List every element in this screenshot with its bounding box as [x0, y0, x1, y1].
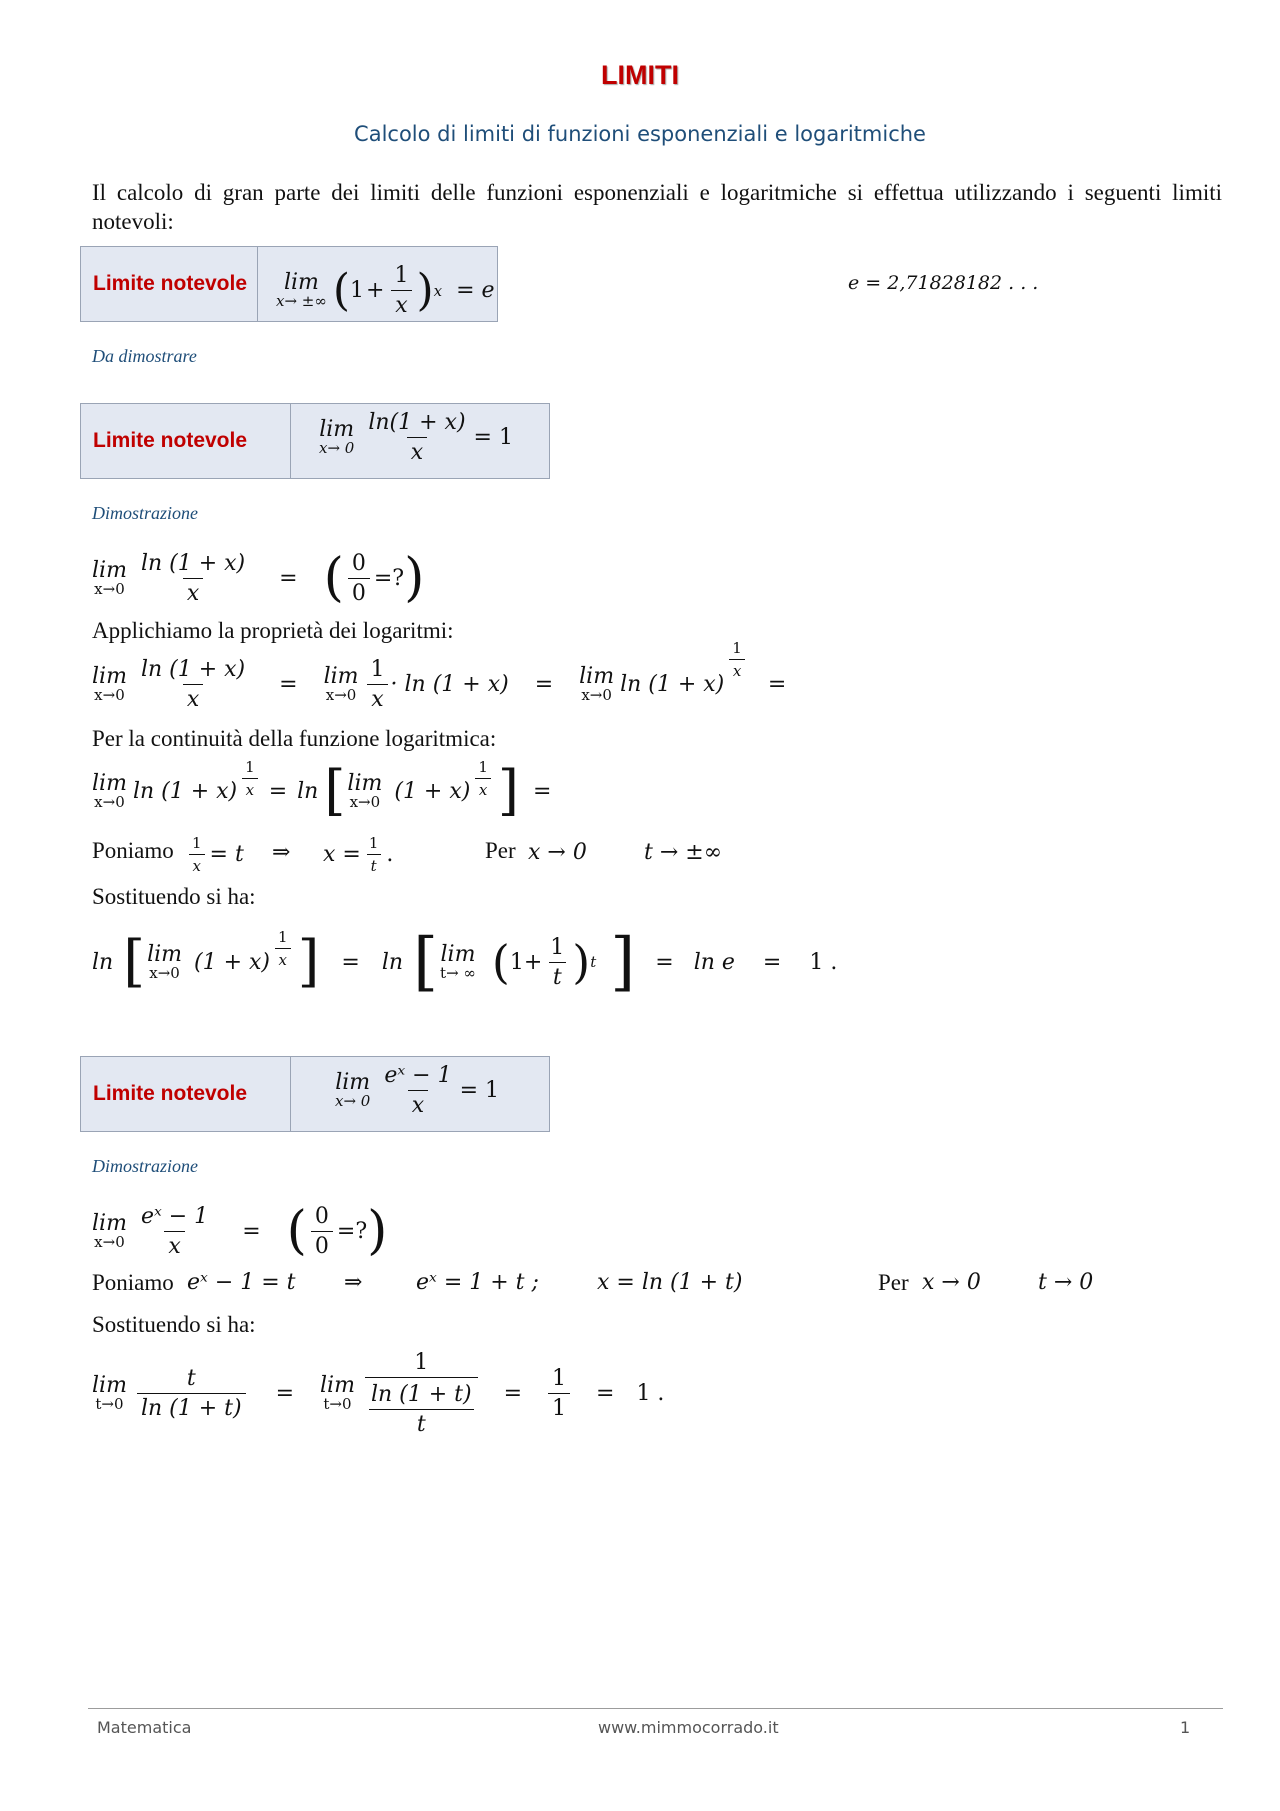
- proof2-step2: lim t→0 $\frac{t}{\ln (1 + t)}$ = lim t→0 1 ln (1 + t) t = $\frac{1}{1}$ = 1 .: [92, 1350, 665, 1437]
- proof1-step3: lim x→0 ln (1 + x) $\frac{1}{x}$ = ln [ lim x→0 (1 + x) $\frac{1}{x}$ ] =: [92, 758, 552, 822]
- page-subtitle: Calcolo di limiti di funzioni esponenziali e logaritmiche: [354, 122, 926, 146]
- proof1-step4: ln [ lim x→0 (1 + x) $\frac{1}{x}$ ] = ln [ lim t→ ∞ ( 1 + $\frac{1}{t}$ ) t ] = ln e = 1 .: [92, 925, 838, 999]
- text-substitution: Sostituendo si ha:: [92, 884, 256, 909]
- notable-limit-label: Limite notevole: [81, 404, 291, 478]
- footer-divider: [88, 1708, 1223, 1709]
- proof1-substitution: Poniamo $\frac{1}{x}$ = t ⇒ x = $\frac{1}{t}$ . Per x → 0 t → ±∞: [92, 834, 723, 875]
- text-substitution-2: Sostituendo si ha:: [92, 1312, 256, 1337]
- proof2-substitution: Poniamo eˣ − 1 = t ⇒ eˣ = 1 + t ; x = ln (1 + t) Per x → 0 t → 0: [92, 1270, 1094, 1295]
- notable-limit-box-2: [80, 403, 550, 479]
- footer-website: www.mimmocorrado.it: [598, 1718, 779, 1737]
- euler-number-note: e = 2,71828182 . . .: [848, 272, 1039, 294]
- proof1-step2: lim x→0 $\frac{\ln (1 + x)}{x}$ = lim x→0 $\frac{1}{x}$ · ln (1 + x) = lim x→0 ln (1 + x) $\frac{1}{x}$ =: [92, 639, 787, 712]
- proof2-step1: lim x→0 $\frac{\text{eˣ − 1}}{x}$ = ( $\frac{0}{0}$ =? ): [92, 1201, 388, 1261]
- notable-limit-formula-2: lim x→ 0 $\frac{\ln(1 + x)}{x}$ = 1: [319, 410, 513, 465]
- notable-limit-label: Limite notevole: [81, 1057, 291, 1131]
- notable-limit-box-1: [80, 246, 498, 322]
- notable-limit-formula-1: lim x→ ±∞ ( 1 + $\frac{1}{x}$ ) x = e: [276, 263, 495, 318]
- proof1-step1: lim x→0 $\frac{\ln (1 + x)}{x}$ = ( $\frac{0}{0}$ =? ): [92, 548, 425, 608]
- proof-status-2: Dimostrazione: [92, 503, 199, 523]
- notable-limit-box-3: [80, 1056, 550, 1132]
- notable-limit-label: Limite notevole: [81, 247, 258, 321]
- page-title: LIMITI: [601, 60, 679, 90]
- proof-status-1: Da dimostrare: [92, 346, 197, 366]
- footer-left: Matematica: [97, 1718, 192, 1737]
- text-continuity: Per la continuità della funzione logaritmica:: [92, 726, 497, 751]
- notable-limit-formula-3: lim x→ 0 $\frac{\text{eˣ − 1}}{x}$ = 1: [335, 1063, 500, 1118]
- proof-status-3: Dimostrazione: [92, 1156, 199, 1176]
- footer-page-number: 1: [1180, 1718, 1191, 1737]
- text-log-property: Applichiamo la proprietà dei logaritmi:: [92, 618, 454, 643]
- intro-paragraph: Il calcolo di gran parte dei limiti delle funzioni esponenziali e logaritmiche si effettua utilizzando i seguenti limiti notevoli:: [92, 180, 1222, 234]
